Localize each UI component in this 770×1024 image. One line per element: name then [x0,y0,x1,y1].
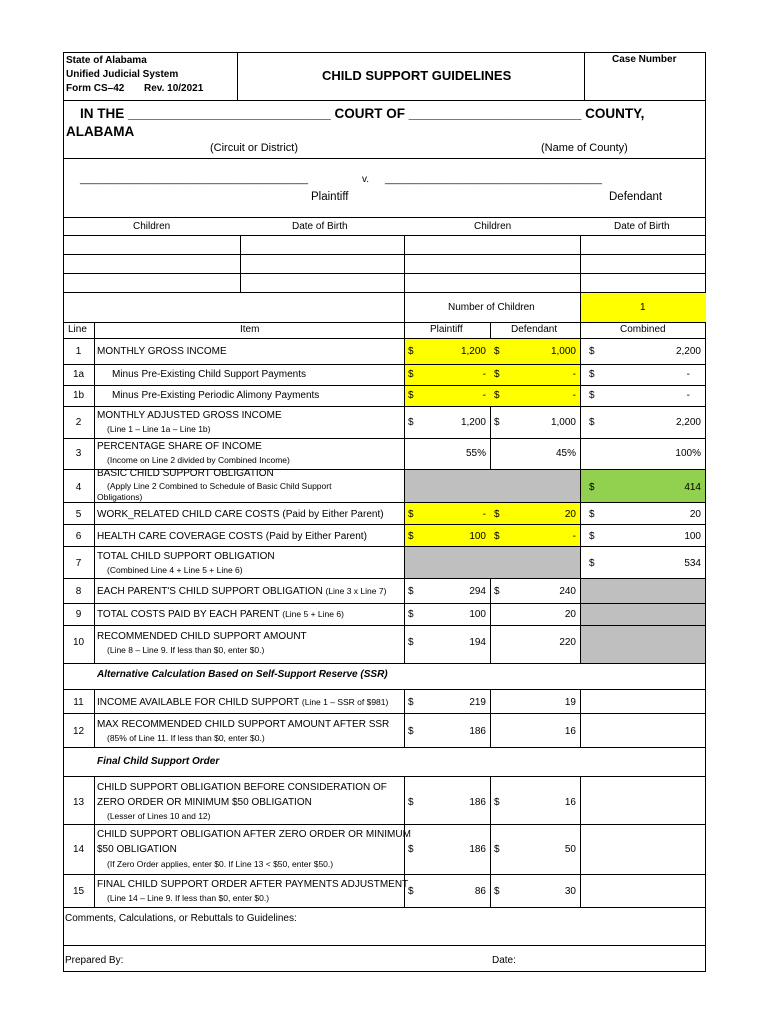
currency-symbol: $ [589,369,595,380]
line-number: 9 [75,609,82,620]
plaintiff-obligation-before-zero: 186 [469,797,486,808]
defendant-obligation-after-zero: 50 [564,844,576,855]
line-item-sublabel: (If Zero Order applies, enter $0. If Line 13 < $50, enter $50.) [107,859,334,869]
plaintiff-max-after-ssr: 186 [469,726,486,737]
defendant-max-after-ssr: 16 [564,726,576,737]
defendant-child-care-costs[interactable]: 20 [564,509,576,520]
plaintiff-gross-income[interactable]: 1,200 [460,346,486,357]
line-col-header: Line [68,324,87,335]
line-item-label: WORK_RELATED CHILD CARE COSTS (Paid by Either Parent) [97,509,384,520]
dob-col-header-right: Date of Birth [614,221,670,232]
line-item-label: EACH PARENT'S CHILD SUPPORT OBLIGATION (Line 3 x Line 7) [97,586,387,597]
currency-symbol: $ [494,586,500,597]
currency-symbol: $ [408,726,414,737]
plaintiff-income-share: 55% [465,448,486,459]
line-item-label: TOTAL COSTS PAID BY EACH PARENT (Line 5 + Line 6) [97,609,344,620]
currency-symbol: $ [408,844,414,855]
ssr-section-heading: Alternative Calculation Based on Self-Support Reserve (SSR) [97,669,388,680]
currency-symbol: $ [589,346,595,357]
case-number-label: Case Number [612,54,677,65]
combined-income-share: 100% [675,448,701,459]
line-number: 11 [73,697,84,708]
line-item-sublabel: Obligations) [97,492,143,502]
line-item-label: HEALTH CARE COVERAGE COSTS (Paid by Either Parent) [97,531,367,542]
currency-symbol: $ [494,531,500,542]
line-number: 5 [75,509,82,520]
combined-child-care-costs: 20 [689,509,701,520]
defendant-alimony[interactable]: - [572,390,576,401]
defendant-recommended-amount: 220 [559,637,576,648]
line-number: 7 [75,558,82,569]
line-item-label: CHILD SUPPORT OBLIGATION AFTER ZERO ORDER OR MINIMUM [97,829,411,840]
line-item-label: FINAL CHILD SUPPORT ORDER AFTER PAYMENTS ADJUSTMENT [97,879,409,890]
line-number: 12 [72,726,85,737]
line-number: 1 [75,346,82,357]
defendant-gross-income[interactable]: 1,000 [550,346,576,357]
line-item-sublabel: (Apply Line 2 Combined to Schedule of Basic Child Support [107,481,332,491]
defendant-available-income: 19 [564,697,576,708]
child-entry-row[interactable] [64,274,704,291]
line-number: 8 [75,586,82,597]
defendant-obligation: 240 [559,586,576,597]
prepared-by-label: Prepared By: [65,955,124,966]
line-item-label: INCOME AVAILABLE FOR CHILD SUPPORT (Line 1 – SSR of $981) [97,697,389,708]
court-state: ALABAMA [66,124,135,139]
combined-gross-income: 2,200 [675,346,701,357]
plaintiff-available-income: 219 [469,697,486,708]
line-item-label: MONTHLY ADJUSTED GROSS INCOME [97,410,282,421]
line-item-label: ZERO ORDER OR MINIMUM $50 OBLIGATION [97,797,312,808]
basic-support-obligation: 414 [684,482,701,493]
line-number: 1b [72,390,85,401]
date-label: Date: [492,955,516,966]
total-support-obligation: 534 [684,558,701,569]
children-col-header-right: Children [474,221,512,232]
prepared-by-input[interactable] [130,950,480,968]
state-label: State of Alabama [66,55,147,66]
line-item-label: RECOMMENDED CHILD SUPPORT AMOUNT [97,631,307,642]
line-item-label: PERCENTAGE SHARE OF INCOME [97,441,262,452]
line-number: 3 [75,448,82,459]
currency-symbol: $ [408,797,414,808]
currency-symbol: $ [589,558,595,569]
currency-symbol: $ [408,417,414,428]
combined-alimony: - [686,390,690,401]
currency-symbol: $ [494,417,500,428]
currency-symbol: $ [408,609,414,620]
court-line[interactable]: IN THE ___________________________ COURT OF _______________________ COUNTY, [80,106,645,121]
line-item-label: $50 OBLIGATION [97,844,177,855]
defendant-health-care-costs[interactable]: - [572,531,576,542]
plaintiff-label: Plaintiff [311,191,349,203]
defendant-costs-paid: 20 [564,609,576,620]
final-order-heading: Final Child Support Order [97,756,220,767]
currency-symbol: $ [494,886,500,897]
children-col-header-left: Children [133,221,171,232]
plaintiff-alimony[interactable]: - [482,390,486,401]
line-item-label: MAX RECOMMENDED CHILD SUPPORT AMOUNT AFTER SSR [97,719,390,730]
line-item-sublabel: (Combined Line 4 + Line 5 + Line 6) [107,565,243,575]
line-item-label: Minus Pre-Existing Periodic Alimony Payments [112,390,320,401]
defendant-preexisting-support[interactable]: - [572,369,576,380]
combined-col-header: Combined [620,324,666,335]
plaintiff-health-care-costs[interactable]: 100 [469,531,486,542]
form-number: Form CS–42 [66,83,125,94]
plaintiff-child-care-costs[interactable]: - [482,509,486,520]
item-col-header: Item [240,324,260,335]
defendant-adjusted-income: 1,000 [550,417,576,428]
line-number: 6 [75,531,82,542]
defendant-label: Defendant [609,191,663,203]
line-number: 10 [72,637,85,648]
num-children-value: 1 [640,302,646,313]
currency-symbol: $ [408,531,414,542]
currency-symbol: $ [408,637,414,648]
case-number-input[interactable] [586,68,704,98]
currency-symbol: $ [494,844,500,855]
plaintiff-costs-paid: 100 [469,609,486,620]
currency-symbol: $ [408,390,414,401]
county-label: (Name of County) [541,142,628,154]
line-item-label: Minus Pre-Existing Child Support Payments [112,369,306,380]
currency-symbol: $ [494,369,500,380]
combined-adjusted-income: 2,200 [675,417,701,428]
currency-symbol: $ [408,886,414,897]
line-item-label: CHILD SUPPORT OBLIGATION BEFORE CONSIDERATION OF [97,782,387,793]
plaintiff-final-order: 86 [474,886,486,897]
plaintiff-adjusted-income: 1,200 [460,417,486,428]
line-item-sublabel: (Line 8 – Line 9. If less than $0, enter $0.) [107,645,265,655]
form-title: CHILD SUPPORT GUIDELINES [322,68,512,83]
line-item-label: MONTHLY GROSS INCOME [97,346,227,357]
currency-symbol: $ [408,509,414,520]
line-item-sublabel: (85% of Line 11. If less than $0, enter $0.) [107,733,265,743]
system-label: Unified Judicial System [66,69,179,80]
line-number: 4 [75,482,82,493]
num-children-label: Number of Children [448,302,535,313]
plaintiff-preexisting-support[interactable]: - [482,369,486,380]
currency-symbol: $ [408,697,414,708]
plaintiff-recommended-amount: 194 [469,637,486,648]
defendant-name-line[interactable]: _______________________________________ [385,174,602,185]
plaintiff-col-header: Plaintiff [430,324,463,335]
line-item-sublabel: (Line 14 – Line 9. If less than $0, enter $0.) [107,893,270,903]
currency-symbol: $ [408,586,414,597]
currency-symbol: $ [589,509,595,520]
plaintiff-obligation-after-zero: 186 [469,844,486,855]
comments-label: Comments, Calculations, or Rebuttals to Guidelines: [65,913,297,924]
comments-input[interactable] [64,926,704,944]
line-item-sublabel: (Lesser of Lines 10 and 12) [107,811,211,821]
plaintiff-name-line[interactable]: _________________________________________ [80,174,309,185]
versus-label: v. [362,174,370,185]
combined-health-care-costs: 100 [684,531,701,542]
defendant-income-share: 45% [555,448,576,459]
currency-symbol: $ [589,390,595,401]
currency-symbol: $ [589,417,595,428]
child-entry-row[interactable] [64,236,704,253]
currency-symbol: $ [494,390,500,401]
line-number: 15 [72,886,85,897]
currency-symbol: $ [494,797,500,808]
date-input[interactable] [520,950,700,968]
combined-preexisting-support: - [686,369,690,380]
currency-symbol: $ [589,531,595,542]
line-item-sublabel: (Line 1 – Line 1a – Line 1b) [107,424,211,434]
line-number: 1a [72,369,85,380]
plaintiff-obligation: 294 [469,586,486,597]
defendant-col-header: Defendant [511,324,558,335]
currency-symbol: $ [494,346,500,357]
defendant-final-order: 30 [564,886,576,897]
line-item-label: BASIC CHILD SUPPORT OBLIGATION [97,468,274,479]
line-item-sublabel: (Income on Line 2 divided by Combined Income) [107,455,290,465]
line-number: 13 [72,797,85,808]
currency-symbol: $ [494,509,500,520]
circuit-label: (Circuit or District) [210,142,298,154]
currency-symbol: $ [408,369,414,380]
dob-col-header-left: Date of Birth [292,221,348,232]
line-item-label: TOTAL CHILD SUPPORT OBLIGATION [97,551,275,562]
currency-symbol: $ [408,346,414,357]
revision-date: Rev. 10/2021 [144,83,204,94]
currency-symbol: $ [589,482,595,493]
line-number: 2 [75,417,82,428]
line-number: 14 [72,844,85,855]
defendant-obligation-before-zero: 16 [564,797,576,808]
child-entry-row[interactable] [64,255,704,272]
